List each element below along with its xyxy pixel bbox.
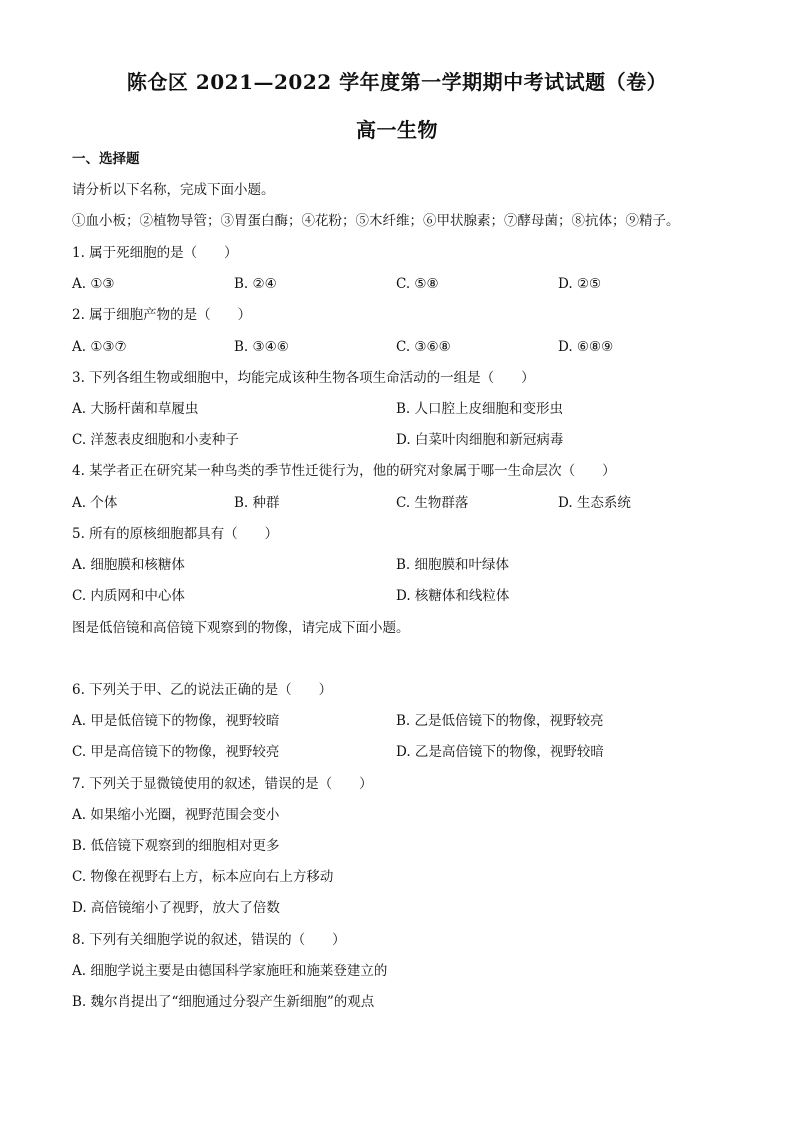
question-6-option-c: C. 甲是高倍镜下的物像，视野较亮 xyxy=(72,744,280,760)
question-2-option-a: A. ①③⑦ xyxy=(72,339,127,355)
question-2-option-c: C. ③⑥⑧ xyxy=(396,339,451,355)
exam-subtitle: 高一生物 xyxy=(356,118,438,142)
items-list: ①血小板；②植物导管；③胃蛋白酶；④花粉；⑤木纤维；⑥甲状腺素；⑦酵母菌；⑧抗体；⑨精子。 xyxy=(72,213,680,229)
section-heading: 一、选择题 xyxy=(72,151,140,167)
question-1-option-d: D. ②⑤ xyxy=(558,276,602,292)
question-7-option-a: A. 如果缩小光圈，视野范围会变小 xyxy=(72,807,280,823)
question-4-option-b: B. 种群 xyxy=(234,495,280,511)
question-3-stem: 3. 下列各组生物或细胞中，均能完成该种生物各项生命活动的一组是（ ） xyxy=(72,370,535,386)
intro-text: 请分析以下名称，完成下面小题。 xyxy=(72,182,275,198)
question-7-option-c: C. 物像在视野右上方，标本应向右上方移动 xyxy=(72,869,334,885)
question-1-option-c: C. ⑤⑧ xyxy=(396,276,439,292)
question-5-option-b: B. 细胞膜和叶绿体 xyxy=(396,557,510,573)
question-5-stem: 5. 所有的原核细胞都具有（ ） xyxy=(72,526,279,542)
question-3-option-d: D. 白菜叶肉细胞和新冠病毒 xyxy=(396,432,564,448)
question-6-option-b: B. 乙是低倍镜下的物像，视野较亮 xyxy=(396,713,604,729)
question-4-option-d: D. 生态系统 xyxy=(558,495,631,511)
question-4-stem: 4. 某学者正在研究某一种鸟类的季节性迁徙行为，他的研究对象属于哪一生命层次（ ） xyxy=(72,463,616,479)
question-7-option-b: B. 低倍镜下观察到的细胞相对更多 xyxy=(72,838,280,854)
question-1-stem: 1. 属于死细胞的是（ ） xyxy=(72,245,238,261)
question-5-option-d: D. 核糖体和线粒体 xyxy=(396,588,510,604)
question-5-option-a: A. 细胞膜和核糖体 xyxy=(72,557,185,573)
question-6-option-d: D. 乙是高倍镜下的物像，视野较暗 xyxy=(396,744,604,760)
question-2-stem: 2. 属于细胞产物的是（ ） xyxy=(72,307,252,323)
question-1-option-b: B. ②④ xyxy=(234,276,277,292)
question-8-option-b: B. 魏尔肖提出了“细胞通过分裂产生新细胞”的观点 xyxy=(72,994,375,1010)
question-1-option-a: A. ①③ xyxy=(72,276,115,292)
question-7-option-d: D. 高倍镜缩小了视野，放大了倍数 xyxy=(72,900,280,916)
question-7-stem: 7. 下列关于显微镜使用的叙述，错误的是（ ） xyxy=(72,776,373,792)
question-3-option-b: B. 人口腔上皮细胞和变形虫 xyxy=(396,401,564,417)
question-3-option-c: C. 洋葱表皮细胞和小麦种子 xyxy=(72,432,239,448)
question-3-option-a: A. 大肠杆菌和草履虫 xyxy=(72,401,199,417)
question-4-option-c: C. 生物群落 xyxy=(396,495,469,511)
question-4-option-a: A. 个体 xyxy=(72,495,118,511)
exam-title: 陈仓区 2021—2022 学年度第一学期期中考试试题（卷） xyxy=(126,70,668,94)
question-6-option-a: A. 甲是低倍镜下的物像，视野较暗 xyxy=(72,713,280,729)
question-6-stem: 6. 下列关于甲、乙的说法正确的是（ ） xyxy=(72,682,333,698)
question-5-option-c: C. 内质网和中心体 xyxy=(72,588,185,604)
question-2-option-d: D. ⑥⑧⑨ xyxy=(558,339,614,355)
figure-intro: 图是低倍镜和高倍镜下观察到的物像，请完成下面小题。 xyxy=(72,620,410,636)
question-8-option-a: A. 细胞学说主要是由德国科学家施旺和施莱登建立的 xyxy=(72,963,388,979)
question-8-stem: 8. 下列有关细胞学说的叙述，错误的（ ） xyxy=(72,932,346,948)
question-2-option-b: B. ③④⑥ xyxy=(234,339,289,355)
